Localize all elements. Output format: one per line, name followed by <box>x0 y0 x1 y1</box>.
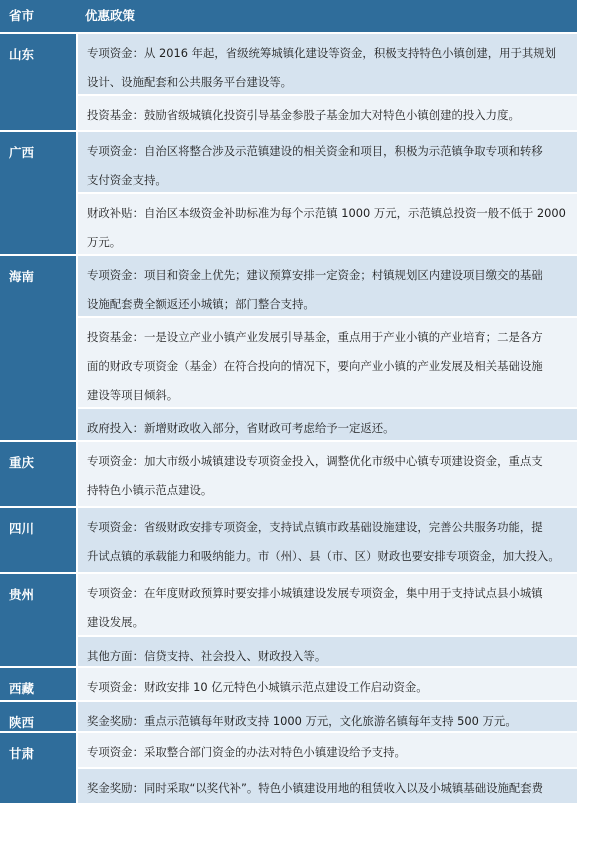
province-name: 贵州 <box>0 574 76 666</box>
province-name: 四川 <box>0 508 76 572</box>
province-group <box>0 440 577 506</box>
policy-item <box>78 668 577 700</box>
policy-item <box>78 733 577 767</box>
policy-text-line: 奖金奖励：重点示范镇每年财政支持 1000 万元，文化旅游名镇每年支持 500 万元。 <box>87 714 517 728</box>
province-group <box>0 130 577 254</box>
province-name: 甘肃 <box>0 733 76 803</box>
policy-text-line: 财政补贴：自治区本级资金补助标准为每个示范镇 1000 万元，示范镇总投资一般不低于 2000 <box>87 206 566 220</box>
table-header <box>0 0 577 32</box>
policy-item <box>78 132 577 192</box>
policy-item <box>78 316 577 407</box>
policy-item <box>78 767 577 803</box>
policy-items <box>76 34 577 130</box>
province-group <box>0 506 577 572</box>
policy-items <box>76 442 577 506</box>
province-group <box>0 666 577 700</box>
policy-text-line: 专项资金：加大市级小城镇建设专项资金投入，调整优化市级中心镇专项建设资金，重点支 <box>87 454 543 468</box>
policy-item <box>78 34 577 94</box>
policy-text-line: 投资基金：鼓励省级城镇化投资引导基金参股子基金加大对特色小镇创建的投入力度。 <box>87 108 520 122</box>
province-name: 陕西 <box>0 702 76 731</box>
policy-text-line: 专项资金：财政安排 10 亿元特色小城镇示范点建设工作启动资金。 <box>87 680 428 694</box>
policy-item <box>78 508 577 572</box>
policy-text-line: 奖金奖励：同时采取“以奖代补”。特色小镇建设用地的租赁收入以及小城镇基础设施配套费 <box>87 781 544 795</box>
policy-item <box>78 442 577 506</box>
policy-text-line: 面的财政专项资金（基金）在符合投向的情况下，要向产业小镇的产业发展及相关基础设施 <box>87 359 543 373</box>
policy-text-line: 升试点镇的承载能力和吸纳能力。市（州）、县（市、区）财政也要安排专项资金，加大投入。 <box>87 549 560 563</box>
policy-item <box>78 574 577 635</box>
province-name: 重庆 <box>0 442 76 506</box>
policy-text-line: 支付资金支持。 <box>87 173 167 187</box>
policy-text-line: 专项资金：项目和资金上优先；建议预算安排一定资金；村镇规划区内建设项目缴交的基础 <box>87 268 543 282</box>
policy-text-line: 专项资金：在年度财政预算时要安排小城镇建设发展专项资金，集中用于支持试点县小城镇 <box>87 586 543 600</box>
province-group <box>0 731 577 803</box>
policy-text-line: 建设发展。 <box>87 615 144 629</box>
policy-text-line: 持特色小镇示范点建设。 <box>87 483 213 497</box>
policy-item <box>78 407 577 440</box>
policy-text-line: 专项资金：采取整合部门资金的办法对特色小镇建设给予支持。 <box>87 745 406 759</box>
province-group <box>0 32 577 130</box>
policy-text-line: 投资基金：一是设立产业小镇产业发展引导基金，重点用于产业小镇的产业培育；二是各方 <box>87 330 543 344</box>
policy-item <box>78 256 577 316</box>
policy-items <box>76 668 577 700</box>
policy-item <box>78 635 577 666</box>
province-group <box>0 254 577 440</box>
policy-item <box>78 702 577 731</box>
province-group <box>0 572 577 666</box>
policy-text-line: 建设等项目倾斜。 <box>87 388 179 402</box>
policy-items <box>76 256 577 440</box>
policy-text-line: 专项资金：自治区将整合涉及示范镇建设的相关资金和项目，积极为示范镇争取专项和转移 <box>87 144 543 158</box>
policy-items <box>76 702 577 731</box>
province-name: 广西 <box>0 132 76 254</box>
policy-text-line: 其他方面：信贷支持、社会投入、财政投入等。 <box>87 649 327 663</box>
province-name: 海南 <box>0 256 76 440</box>
policy-item <box>78 192 577 254</box>
policy-text-line: 万元。 <box>87 235 122 249</box>
policy-items <box>76 574 577 666</box>
table-body <box>0 32 577 803</box>
header-policy: 优惠政策 <box>85 8 136 23</box>
policy-text-line: 专项资金：从 2016 年起，省级统筹城镇化建设等资金，积极支持特色小镇创建，用于其规划 <box>87 46 557 60</box>
policy-items <box>76 508 577 572</box>
policy-items <box>76 733 577 803</box>
policy-text-line: 专项资金：省级财政安排专项资金，支持试点镇市政基础设施建设，完善公共服务功能，提 <box>87 520 543 534</box>
province-group <box>0 700 577 731</box>
province-name: 山东 <box>0 34 76 130</box>
header-province: 省市 <box>9 8 35 23</box>
policy-text-line: 政府投入：新增财政收入部分，省财政可考虑给予一定返还。 <box>87 421 395 435</box>
policy-items <box>76 132 577 254</box>
policy-text-line: 设计、设施配套和公共服务平台建设等。 <box>87 75 293 89</box>
policy-text-line: 设施配套费全额返还小城镇；部门整合支持。 <box>87 297 315 311</box>
province-name: 西藏 <box>0 668 76 700</box>
policy-item <box>78 94 577 130</box>
